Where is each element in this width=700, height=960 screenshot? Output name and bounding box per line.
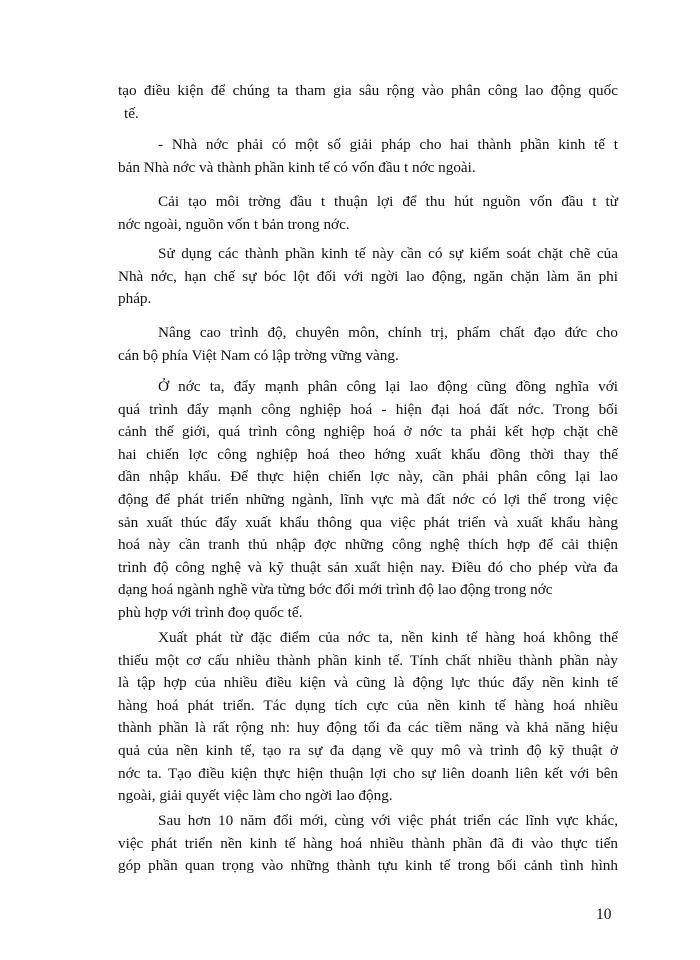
text-line: tạo điều kiện để chúng ta tham gia sâu rộng vào phân công lao động quốc	[118, 82, 618, 99]
paragraph-8	[118, 810, 618, 878]
paragraph-1	[118, 80, 618, 125]
text-line: sản xuất thúc đẩy xuất khẩu thông qua việc phát triển và xuất khẩu hàng	[118, 513, 618, 531]
text-line: hoá này cần tranh thủ nhập đợc những công nghệ thích hợp để cải thiện	[118, 536, 618, 554]
text-line: dạng hoá ngành nghề vừa từng bớc đổi mới trình độ lao động trong nớc	[118, 581, 553, 599]
text-line: ngoài, giải quyết việc làm cho ngời lao động.	[118, 787, 393, 805]
text-line: Nâng cao trình độ, chuyên môn, chính trị, phẩm chất đạo đức cho	[158, 324, 618, 341]
text-line: - Nhà nớc phải có một số giải pháp cho hai thành phần kinh tế t	[158, 136, 618, 153]
text-line: thiếu một cơ cấu nhiều thành phần kinh tế. Tính chất nhiều thành phần này	[118, 651, 618, 669]
text-line: pháp.	[118, 290, 152, 308]
text-line: cán bộ phía Việt Nam có lập trờng vững vàng.	[118, 346, 399, 364]
text-line: nớc ngoài, nguồn vốn t bản trong nớc.	[118, 215, 350, 233]
page-number: 10	[596, 906, 612, 923]
text-line: là tập hợp của nhiều điều kiện và cũng là động lực thúc đẩy nền kinh tế	[118, 674, 618, 692]
text-line: Nhà nớc, hạn chế sự bóc lột đối với ngời lao động, ngăn chặn làm ăn phi	[118, 267, 618, 285]
text-line: dần nhập khẩu. Để thực hiện chiến lợc này, cần phải phân công lại lao	[118, 468, 618, 486]
text-line: góp phần quan trọng vào những thành tựu kinh tế trong bối cảnh tình hình	[118, 857, 618, 875]
text-line: tế.	[124, 104, 139, 122]
text-line: Xuất phát từ đặc điểm của nớc ta, nền kinh tế hàng hoá không thể	[158, 629, 618, 646]
text-line: phù hợp với trình đoọ quốc tế.	[118, 603, 303, 621]
paragraph-5	[118, 322, 618, 367]
paragraph-6	[118, 376, 618, 625]
text-line: thành phần là rất rộng nh: huy động tối đa các tiềm năng và khả năng hiệu	[118, 719, 618, 737]
text-line: hai chiến lợc công nghiệp hoá theo hớng xuất khẩu đồng thời thay thế	[118, 445, 618, 463]
text-line: bản Nhà nớc và thành phần kinh tế có vốn đầu t nớc ngoài.	[118, 158, 476, 176]
paragraph-4	[118, 243, 618, 311]
text-line: trình độ công nghệ và kỹ thuật sản xuất hiện nay. Điều đó cho phép vừa đa	[118, 558, 618, 576]
text-line: quá trình đẩy mạnh công nghiệp hoá - hiện đại hoá đất nớc. Trong bối	[118, 400, 618, 418]
text-line: việc phát triển nền kinh tế hàng hoá nhiều thành phần đã đi vào thực tiến	[118, 834, 618, 852]
text-line: Cải tạo môi trờng đầu t thuận lợi để thu hút nguồn vốn đầu t từ	[158, 193, 618, 210]
text-line: Sử dụng các thành phần kinh tế này cần có sự kiểm soát chặt chẽ của	[158, 245, 618, 262]
paragraph-3	[118, 191, 618, 236]
text-line: Ở nớc ta, đẩy mạnh phân công lại lao động cũng đồng nghĩa với	[158, 378, 618, 395]
paragraph-7	[118, 627, 618, 808]
text-line: nớc ta. Tạo điều kiện thực hiện thuận lợi cho sự liên doanh liên kết với bên	[118, 764, 618, 782]
text-line: cảnh thế giới, quá trình công nghiệp hoá ở nớc ta phải kết hợp chặt chẽ	[118, 423, 618, 441]
text-line: Sau hơn 10 năm đổi mới, cùng với việc phát triển các lĩnh vực khác,	[158, 812, 618, 829]
text-line: động để phát triển những ngành, lĩnh vực mà đất nớc có lợi thế trong việc	[118, 490, 618, 508]
paragraph-2	[118, 134, 618, 179]
text-line: quả của nền kinh tế, tạo ra sự đa dạng về quy mô và trình độ kỹ thuật ở	[118, 741, 618, 759]
text-line: hàng hoá phát triển. Tác dụng tích cực của nền kinh tế hàng hoá nhiều	[118, 696, 618, 714]
